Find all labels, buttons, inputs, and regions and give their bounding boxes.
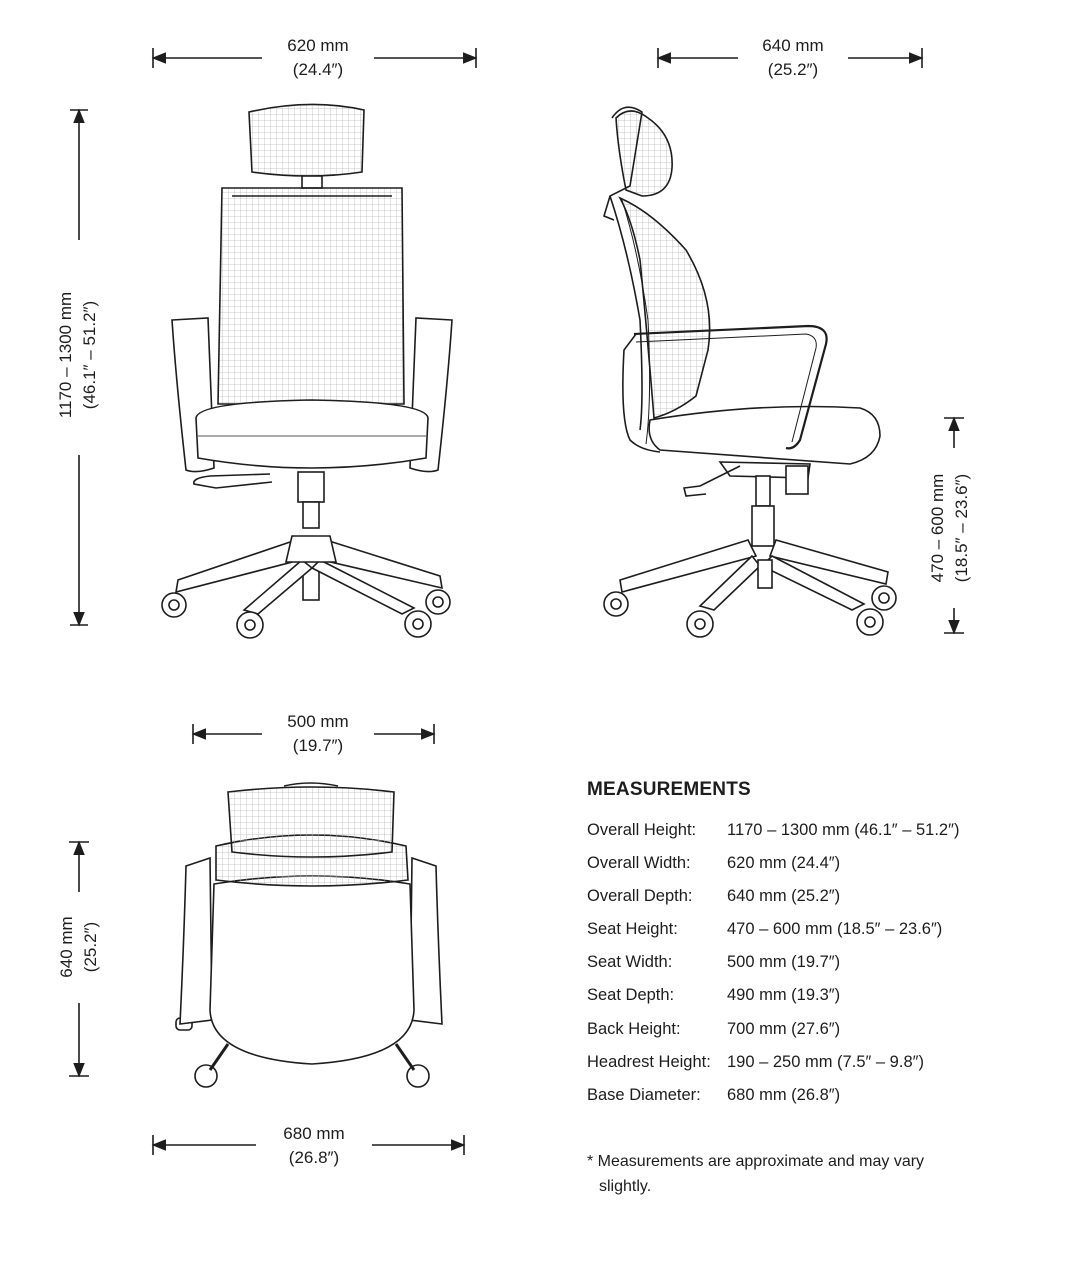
top-view-chair	[176, 783, 442, 1087]
top-depth-label	[55, 892, 103, 1002]
base-diameter-mm: 680 mm	[283, 1124, 345, 1143]
measurement-label: Back Height:	[587, 1019, 681, 1038]
seat-height-label	[926, 443, 974, 613]
front-view-chair	[162, 104, 452, 638]
measurement-label: Base Diameter:	[587, 1085, 701, 1104]
measurement-row	[587, 982, 959, 1015]
measurement-value: 490 mm (19.3″)	[727, 986, 841, 1005]
measurement-value: 620 mm (24.4″)	[727, 854, 841, 873]
measurements-title: MEASUREMENTS	[587, 779, 751, 800]
measurements-table	[587, 817, 959, 1115]
measurement-value: 500 mm (19.7″)	[727, 953, 841, 972]
top-seat-width-label	[262, 710, 374, 758]
measurement-label: Seat Height:	[587, 920, 678, 939]
measurement-row	[587, 850, 959, 883]
overall-height-label	[54, 250, 102, 460]
seat-height-mm: 470 – 600 mm	[928, 473, 947, 583]
overall-height-mm: 1170 – 1300 mm	[56, 291, 75, 419]
measurement-value: 680 mm (26.8″)	[727, 1085, 841, 1104]
measurement-row	[587, 949, 959, 982]
measurement-label: Seat Width:	[587, 953, 673, 972]
top-depth-mm: 640 mm	[57, 916, 76, 978]
measurement-label: Headrest Height:	[587, 1052, 711, 1071]
footnote	[587, 1149, 987, 1199]
base-diameter-in: (26.8″)	[288, 1148, 340, 1167]
measurement-value: 190 – 250 mm (7.5″ – 9.8″)	[727, 1052, 924, 1071]
measurement-row	[587, 883, 959, 916]
footnote-line-1: * Measurements are approximate and may vary	[587, 1153, 925, 1170]
measurement-row	[587, 1049, 959, 1082]
front-width-in: (24.4″)	[292, 60, 344, 79]
measurement-value: 1170 – 1300 mm (46.1″ – 51.2″)	[727, 821, 960, 839]
measurement-label: Overall Width:	[587, 854, 691, 873]
measurement-row	[587, 1016, 959, 1049]
front-width-mm: 620 mm	[287, 36, 349, 55]
side-depth-mm: 640 mm	[762, 36, 824, 55]
measurement-label: Overall Depth:	[587, 887, 693, 906]
measurement-label: Overall Height:	[587, 821, 697, 839]
measurement-row	[587, 916, 959, 949]
seat-height-in: (18.5″ – 23.6″)	[952, 473, 971, 583]
top-depth-in: (25.2″)	[81, 921, 100, 973]
footnote-line-2: slightly.	[599, 1178, 652, 1195]
measurement-row	[587, 1082, 959, 1115]
measurement-row	[587, 817, 959, 850]
measurement-value: 640 mm (25.2″)	[727, 887, 841, 906]
base-diameter-label	[256, 1122, 372, 1170]
measurement-value: 470 – 600 mm (18.5″ – 23.6″)	[727, 920, 943, 939]
side-depth-label	[738, 34, 848, 82]
side-view-chair	[604, 107, 896, 637]
overall-height-in: (46.1″ – 51.2″)	[80, 300, 99, 410]
side-depth-in: (25.2″)	[767, 60, 819, 79]
measurement-value: 700 mm (27.6″)	[727, 1019, 841, 1038]
top-seat-width-in: (19.7″)	[292, 736, 344, 755]
measurement-label: Seat Depth:	[587, 986, 675, 1005]
top-seat-width-mm: 500 mm	[287, 712, 349, 731]
front-width-label	[262, 34, 374, 82]
